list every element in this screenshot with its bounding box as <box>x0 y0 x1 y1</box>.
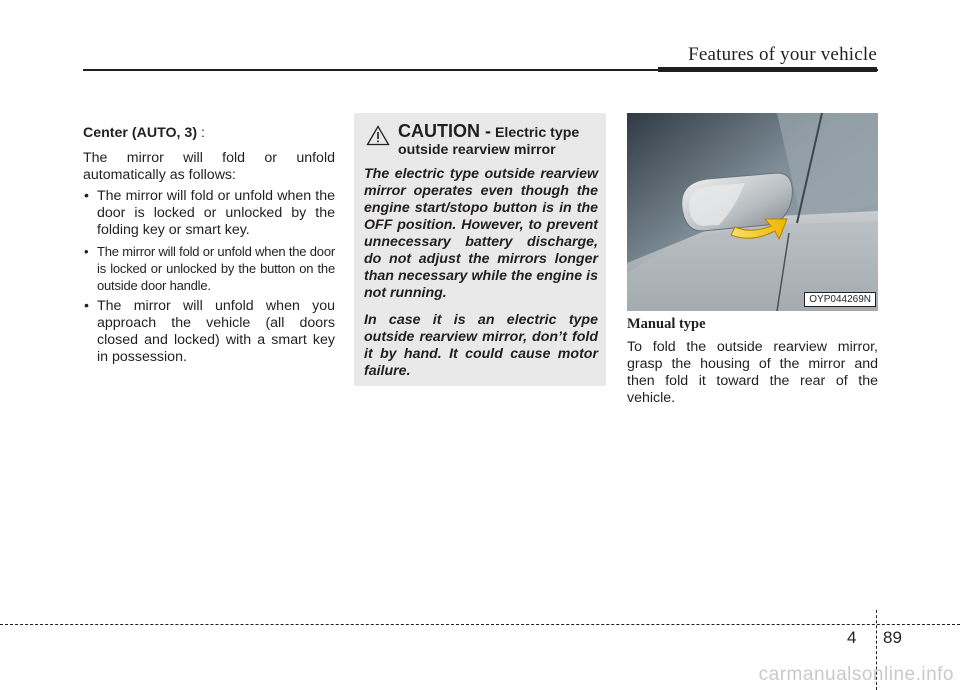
photo-code: OYP044269N <box>804 292 876 307</box>
list-item: • The mirror will fold or unfold when the door is locked or unlocked by the button on the outside door handle. <box>83 243 335 294</box>
header-rule-accent <box>658 67 877 72</box>
manual-type-text: To fold the outside rearview mirror, grasp the housing of the mirror and then fold it toward the rear of the vehicle. <box>627 339 878 406</box>
section-heading-suffix: : <box>197 125 205 141</box>
caution-paragraph: The electric type outside rearview mirror operates even though the engine start/stopo button is in the OFF position. However, to prevent unnecessary battery discharge, do not adjust the mirrors longer than necessary while the engine is not running. <box>364 166 598 301</box>
caution-header <box>364 121 598 158</box>
footer-rule <box>0 624 960 625</box>
header-title: Features of your vehicle <box>688 44 877 65</box>
mirror-illustration <box>627 113 878 311</box>
caution-box <box>354 113 606 386</box>
list-item: • The mirror will unfold when you approach the vehicle (all doors closed and locked) with a smart key in possession. <box>83 298 335 366</box>
bullet-list <box>83 188 335 366</box>
manual-type-heading: Manual type <box>627 316 706 332</box>
list-item: • The mirror will fold or unfold when the door is locked or unlocked by the folding key or smart key. <box>83 188 335 239</box>
caution-subtitle-line2: outside rearview mirror <box>398 142 556 158</box>
left-column <box>83 125 335 366</box>
page-number: 89 <box>883 628 902 647</box>
right-column <box>627 316 878 407</box>
caution-paragraph: In case it is an electric type outside rearview mirror, don’t fold it by hand. It could cause motor failure. <box>364 312 598 379</box>
mirror-photo <box>627 113 878 311</box>
caution-subtitle: Electric type <box>491 125 580 141</box>
intro-text: The mirror will fold or unfold automatically as follows: <box>83 150 335 183</box>
section-heading-bold: Center (AUTO, 3) <box>83 125 198 141</box>
watermark: carmanualsonline.info <box>758 664 954 685</box>
chapter-number: 4 <box>847 628 857 647</box>
caution-label: CAUTION - <box>398 121 491 141</box>
warning-triangle-icon <box>366 125 390 146</box>
section-heading <box>83 125 335 142</box>
